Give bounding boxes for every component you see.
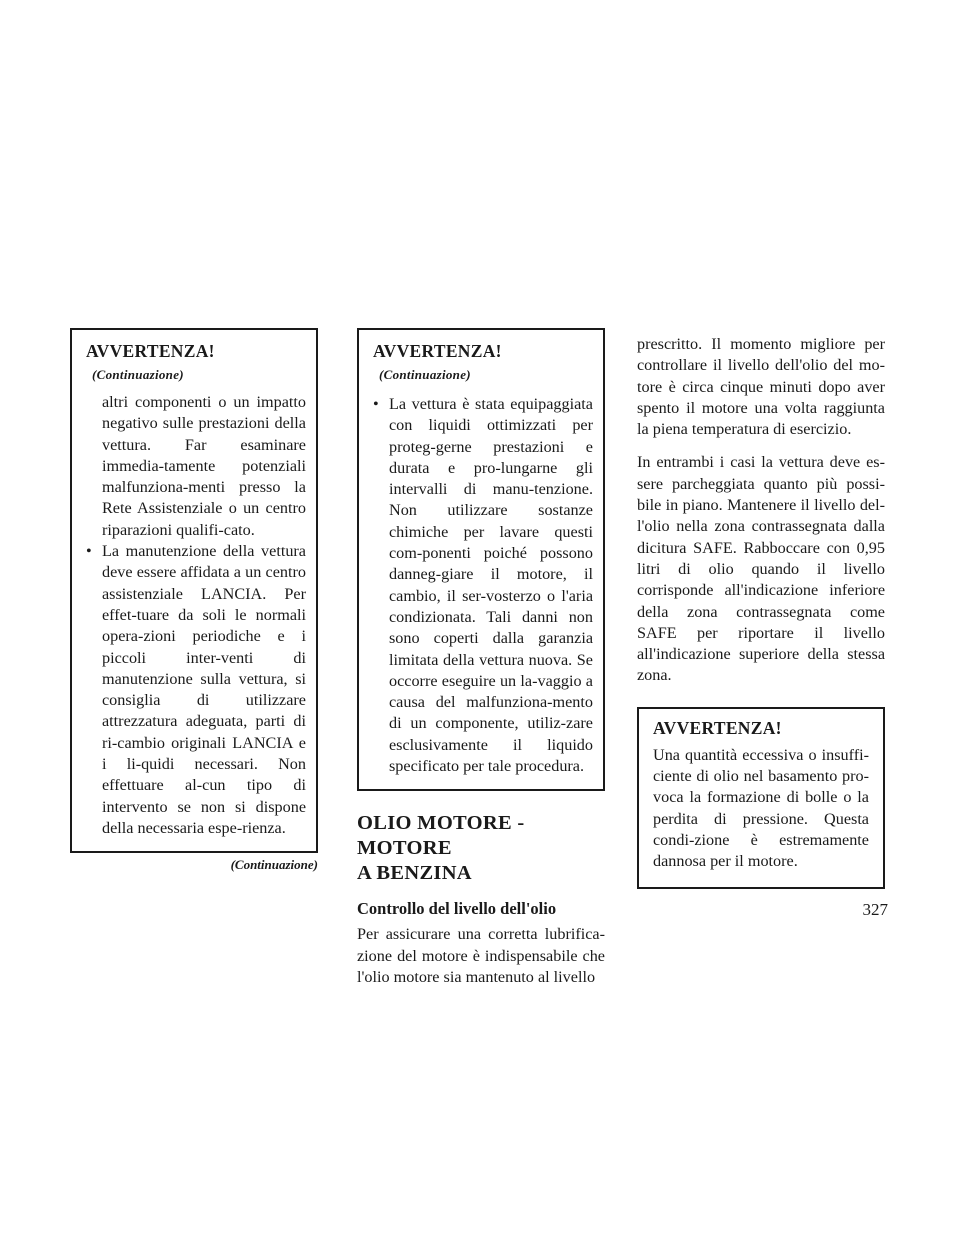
section-heading-line1: OLIO MOTORE - MOTORE: [357, 812, 525, 860]
oil-section: [357, 811, 605, 988]
warning-list: [373, 394, 593, 777]
body-paragraph: Per assicurare una corretta lubrifica-zione del motore è indispensabile che l'olio motore sia mantenuto al livello: [357, 925, 605, 986]
warning-box: [637, 707, 885, 889]
column-3: [637, 334, 885, 889]
column-2: [357, 328, 605, 988]
warning-title: AVVERTENZA!: [653, 717, 782, 738]
continued-footer: (Continuazione): [230, 857, 318, 873]
warning-title: [86, 340, 306, 386]
warning-title-text: AVVERTENZA!: [373, 341, 502, 361]
section-heading-line2: A BENZINA: [357, 862, 472, 885]
sub-heading: Controllo del livello dell'olio: [357, 899, 557, 919]
warning-item-bullet: • La vettura è stata equipaggiata con liquidi ottimizzati per proteg-gerne prestazioni e durata e pro-lungarne gli intervalli di manu-tenzione. Non utilizzare sostanze chimiche per lavare questi com-ponenti poiché possono danneg-giare il motore, il cambio, il ser-vosterzo o l'aria condizionata. Tali danni non sono coperti dalla garanzia limitata della vettura nuova. Se occorre eseguire un la-vaggio a causa del malfunziona-mento di un componente, utiliz-zare esclusivamente il liquido specificato per tale procedura.: [373, 394, 593, 777]
warning-list: [86, 392, 306, 839]
column-1: [70, 328, 318, 873]
warning-item-bullet: • La manutenzione della vettura deve essere affidata a un centro assistenziale LANCIA. Per effet-tuare da soli le normali opera-zioni periodiche e i piccoli inter-venti di manutenzione sulla vettura, si consiglia di utilizzare attrezzatura adeguata, parti di ri-cambio originali LANCIA e i li-quidi necessari. Non effettuare al-cun tipo di intervento se non si dispone della necessaria espe-rienza.: [86, 541, 306, 839]
body-paragraph: In entrambi i casi la vettura deve es-sere parcheggiata quanto più possi-bile in piano. Mantenere il livello del-l'olio nella zona contrassegnata dalla dicitura SAFE. Rabboccare con 0,95 litri di olio quando il livello corrisponde all'indicazione inferiore della zona contrassegnata come SAFE per riportare il livello all'indicazione superiore della stessa zona.: [637, 453, 885, 685]
warning-title: [373, 340, 593, 386]
warning-box-continued-1: [70, 328, 318, 853]
page-number: 327: [862, 900, 888, 919]
warning-box-continued-2: [357, 328, 605, 791]
body-paragraph: prescritto. Il momento migliore per controllare il livello dell'olio del mo-tore è circa cinque minuti dopo aver spento il motore una volta raggiunta la piena temperatura di esercizio.: [637, 335, 885, 439]
continuation-label: (Continuazione): [379, 367, 471, 382]
warning-title-text: AVVERTENZA!: [86, 341, 215, 361]
section-heading: [357, 811, 605, 886]
continuation-label: (Continuazione): [92, 367, 184, 382]
warning-text: Una quantità eccessiva o insuffi-ciente di olio nel basamento pro-voca la formazione di bolle o la perdita di pressione. Questa condi-zione è estremamente dannosa per il motore.: [653, 745, 869, 871]
warning-item: altri componenti o un impatto negativo sulle prestazioni della vettura. Far esaminare immedia-tamente potenziali malfunziona-menti presso la Rete Assistenziale o un centro riparazioni qualifi-cato.: [102, 393, 306, 539]
